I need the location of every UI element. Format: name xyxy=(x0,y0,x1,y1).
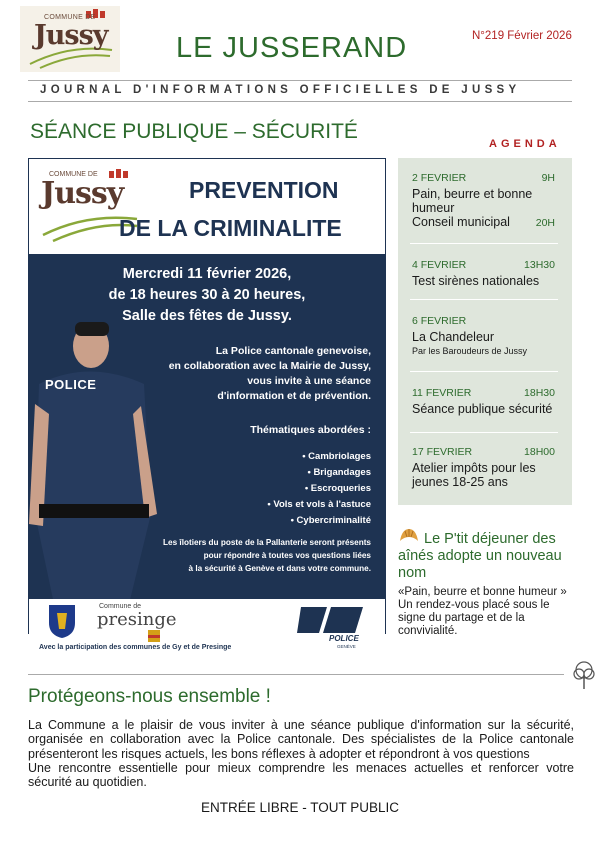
gy-coat-of-arms-icon xyxy=(47,603,77,639)
poster-date-line: Mercredi 11 février 2026, xyxy=(122,266,292,282)
agenda-date: 17 FEVRIER xyxy=(412,446,473,458)
poster-logo-sub: COMMUNE DE xyxy=(49,171,98,178)
agenda-date: 2 FEVRIER xyxy=(412,172,467,184)
article-title: Protégeons-nous ensemble ! xyxy=(28,686,271,707)
logo-sub: COMMUNE DE xyxy=(44,14,96,21)
agenda-divider xyxy=(410,243,558,244)
ilotiers-line: pour répondre à toutes vos questions liées xyxy=(203,551,371,560)
poster-title-line1: PREVENTION xyxy=(189,177,339,203)
agenda-event: Conseil municipal xyxy=(412,215,510,229)
agenda-event: Atelier impôts pour les jeunes 18-25 ans xyxy=(412,461,536,489)
section-title: SÉANCE PUBLIQUE – SÉCURITÉ xyxy=(30,120,358,143)
article-paragraph: La Commune a le plaisir de vous inviter à une séance publique d'information sur la sécurité, organisée en collaboration avec la Police cantonale. Des spécialistes de la Police cantonale présenteront les risques actuels, les bons réflexes à adopter et répondront à vos questions xyxy=(28,718,574,761)
presinge-coat-of-arms-icon xyxy=(147,629,161,643)
poster-title-line2: DE LA CRIMINALITE xyxy=(119,215,342,241)
agenda-date: 6 FEVRIER xyxy=(412,315,467,327)
poster-invite-line: vous invite à une séance xyxy=(247,375,371,387)
prevention-poster xyxy=(28,158,386,651)
poster-logo-name: Jussy xyxy=(41,176,124,211)
themes-title: Thématiques abordées : xyxy=(250,424,371,436)
ilotiers-line: Les îlotiers du poste de la Pallanterie seront présents xyxy=(163,538,371,547)
divider xyxy=(28,101,572,102)
agenda-date: 11 FEVRIER xyxy=(412,387,472,399)
news-title: Le P'tit déjeuner des aînés adopte un nouveau nom xyxy=(398,531,562,581)
police-logo-text: POLICE xyxy=(329,634,359,643)
agenda-event: La Chandeleur xyxy=(412,330,495,344)
poster-invite-line: d'information et de prévention. xyxy=(217,390,371,402)
theme-item: • Vols et vols à l'astuce xyxy=(267,499,371,510)
article-body xyxy=(28,718,574,789)
police-badge-label: POLICE xyxy=(45,377,97,392)
theme-item: • Escroqueries xyxy=(304,483,371,494)
agenda-date: 4 FEVRIER xyxy=(412,259,467,271)
presinge-sub: Commune de xyxy=(99,603,142,610)
tagline: JOURNAL D'INFORMATIONS OFFICIELLES DE JUSSY xyxy=(40,84,521,96)
masthead-title: LE JUSSERAND xyxy=(176,32,408,64)
theme-item: • Brigandages xyxy=(307,467,371,478)
poster-date-line: Salle des fêtes de Jussy. xyxy=(122,308,292,324)
theme-item: • Cybercriminalité xyxy=(290,515,371,526)
agenda-divider xyxy=(410,432,558,433)
agenda-time: 18H00 xyxy=(524,446,555,458)
footer-note: ENTRÉE LIBRE - TOUT PUBLIC xyxy=(200,800,400,815)
poster-invite-line: en collaboration avec la Mairie de Jussy, xyxy=(168,360,371,372)
police-logo-sub: GENÈVE xyxy=(337,644,356,649)
article-paragraph: Une rencontre essentielle pour mieux comprendre les menaces actuelles et renforcer votre sécurité au quotidien. xyxy=(28,760,574,790)
ilotiers-line: à la sécurité à Genève et dans votre commune. xyxy=(188,564,371,573)
agenda-event: Test sirènes nationales xyxy=(412,274,540,288)
logo-name: Jussy xyxy=(34,20,108,51)
agenda-time: 9H xyxy=(541,172,555,184)
news-text: «Pain, beurre et bonne humeur » Un rendez-vous placé sous le signe du partage et de la convivialité. xyxy=(398,586,567,637)
presinge-name: presinge xyxy=(97,609,177,630)
theme-item: • Cambriolages xyxy=(302,451,371,462)
agenda-event-note: Par les Baroudeurs de Jussy xyxy=(412,346,528,356)
participation-note: Avec la participation des communes de Gy et de Presinge xyxy=(39,644,232,651)
divider xyxy=(28,674,564,675)
poster-header xyxy=(29,159,385,254)
agenda-divider xyxy=(410,299,558,300)
agenda-time: 18H30 xyxy=(524,387,555,399)
poster-invite-line: La Police cantonale genevoise, xyxy=(215,345,371,357)
divider xyxy=(28,80,572,81)
agenda-event: Pain, beurre et bonne humeur xyxy=(412,187,533,215)
agenda-time: 13H30 xyxy=(524,259,555,271)
agenda-time: 20H xyxy=(535,217,555,229)
poster-date-line: de 18 heures 30 à 20 heures, xyxy=(108,287,306,303)
agenda-divider xyxy=(410,371,558,372)
poster-body xyxy=(29,254,385,599)
agenda-event: Séance publique sécurité xyxy=(412,402,553,416)
agenda-title: AGENDA xyxy=(489,138,561,150)
issue-number: N°219 Février 2026 xyxy=(472,30,572,42)
tree-icon xyxy=(572,660,596,690)
